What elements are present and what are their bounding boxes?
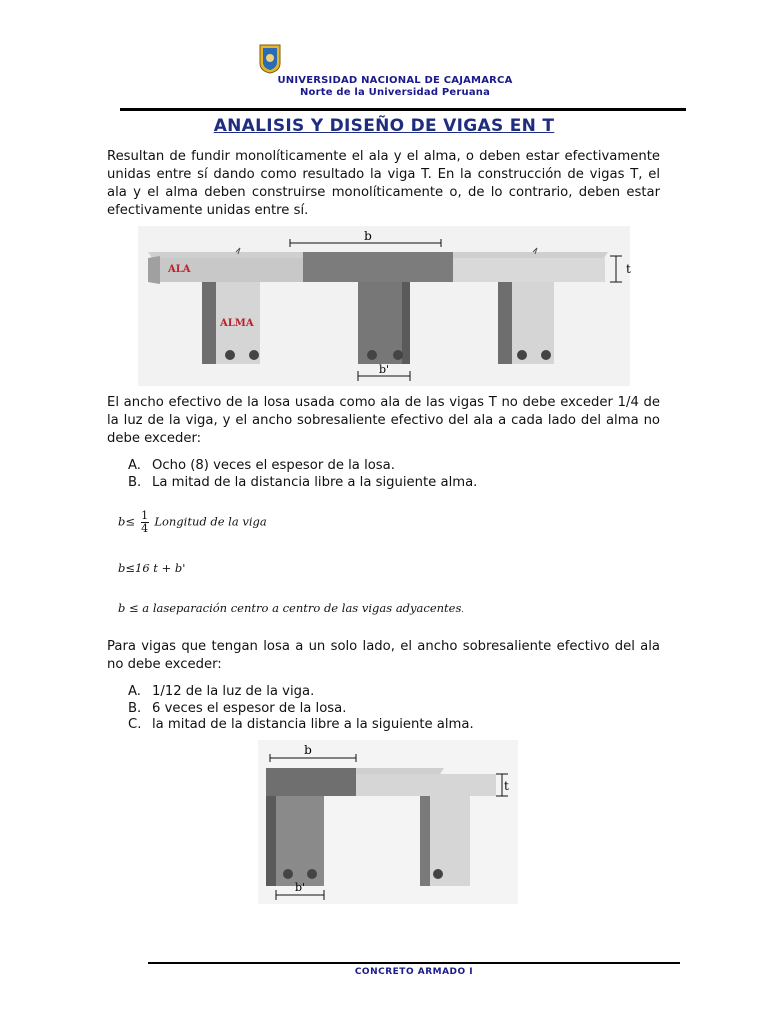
intro-paragraph: Resultan de fundir monolíticamente el ala y el alma, o deben estar efectivamente unidas entre sí dando como resultado la viga T. En la construcción de vigas T, el ala y el alma deben construirse monolíticamente o, de lo contrario, deben estar efectivamente unidas entre sí. (107, 149, 660, 218)
label-b: b (364, 229, 372, 243)
header-rule (120, 108, 686, 111)
list-item: A. 1/12 de la luz de la viga. (128, 684, 315, 699)
formula-sixteen-t: b≤16 t + b' (118, 561, 186, 575)
web-right-side (498, 282, 512, 364)
university-logo (259, 44, 281, 74)
label-alma: ALMA (220, 318, 254, 329)
footer-course: CONCRETO ARMADO I (354, 967, 474, 977)
list-item: B. 6 veces el espesor de la losa. (128, 700, 347, 716)
formula-quarter-span: b≤ $\frac{1}{4}$ Longitud de la viga (118, 509, 267, 535)
t-beam-figure (138, 226, 630, 386)
label-b-prime: b' (378, 363, 390, 376)
label-t: t (626, 262, 631, 276)
one-side-paragraph: Para vigas que tengan losa a un solo lado, el ancho sobresaliente efectivo del ala no debe exceder: (107, 639, 660, 672)
label-b-prime: b' (294, 881, 306, 894)
list-item: B. La mitad de la distancia libre a la siguiente alma. (128, 474, 478, 490)
page-title: ANALISIS Y DISEÑO DE VIGAS EN T (213, 116, 555, 136)
label-t: t (504, 779, 509, 793)
web-left-side (202, 282, 216, 364)
flange-dark (266, 768, 356, 796)
footer-rule (148, 962, 680, 964)
label-ala: ALA (168, 264, 191, 275)
flange-center-dark (303, 252, 453, 282)
university-name: UNIVERSIDAD NACIONAL DE CAJAMARCA (277, 75, 513, 86)
flange-light (356, 774, 496, 796)
l-beam-figure (258, 740, 518, 904)
flange-right (453, 258, 605, 282)
list-item: C. la mitad de la distancia libre a la siguiente alma. (128, 717, 474, 732)
list-item: A. Ocho (8) veces el espesor de la losa. (128, 458, 395, 473)
label-b: b (304, 743, 312, 757)
web-left (276, 796, 324, 886)
condition-list-1 (128, 458, 648, 491)
effective-width-paragraph: El ancho efectivo de la losa usada como ala de las vigas T no debe exceder 1/4 de la luz de la viga, y el ancho sobresaliente efectivo del ala a cada lado del alma no debe exceder: (107, 395, 660, 446)
formula-spacing: b ≤ a laseparación centro a centro de las vigas adyacentes. (118, 601, 464, 615)
university-motto: Norte de la Universidad Peruana (299, 87, 491, 98)
condition-list-2 (128, 684, 648, 734)
